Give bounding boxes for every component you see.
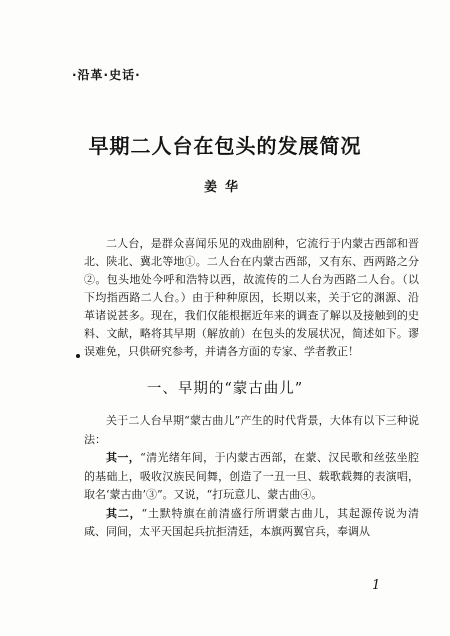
section-tag: ·沿革·史话· — [72, 68, 141, 82]
paragraph-2-text: “清光绪年间，于内蒙古西部，在蒙、汉民歌和丝弦坐腔的基础上，吸收汉族民间舞，创造了一丑一旦、载歌载舞的表演唱，取名‘蒙古曲’③”。又说，“打玩意儿、蒙古曲④。 — [84, 451, 420, 501]
intro-paragraph: 二人台，是群众喜闻乐见的戏曲剧种，它流行于内蒙古西部和晋北、陕北、冀北等地①。二人台在内蒙古西部，又有东、西两路之分②。包头地处今呼和浩特以西，故流传的二人台为西路二人台。（以下均指西路二人台。）由于种种原因，长期以来，关于它的渊源、沿革诸说甚多。现在，我们仅能根据近年来的调查了解以及接触到的史料、文献，略将其早期（解放前）在包头的发展状况，简述如下。谬误难免，只供研究参考，并请各方面的专家、学者教正！ — [84, 237, 419, 358]
section-body — [84, 412, 419, 542]
author-name: 姜华 — [203, 180, 246, 195]
paragraph-1: 关于二人台早期“蒙古曲儿”产生的时代背景，大体有以下三种说法： — [84, 414, 419, 446]
paragraph-2 — [84, 449, 419, 505]
paragraph-3 — [84, 505, 419, 542]
intro-block — [84, 235, 419, 361]
paragraph-3-label: 其二， — [106, 506, 142, 520]
paragraph-3-text: “土默特旗在前清盛行所谓蒙古曲儿，其起源传说为清咸、同间，太平天国起兵抗拒清廷，本旗两翼官兵，奉调从 — [84, 506, 419, 538]
page-number: 1 — [372, 578, 381, 593]
section-heading: 一、早期的“蒙古曲儿” — [146, 381, 304, 397]
paragraph-2-label: 其一， — [106, 451, 141, 464]
margin-dot — [76, 354, 80, 358]
article-title: 早期二人台在包头的发展简况 — [88, 134, 362, 158]
